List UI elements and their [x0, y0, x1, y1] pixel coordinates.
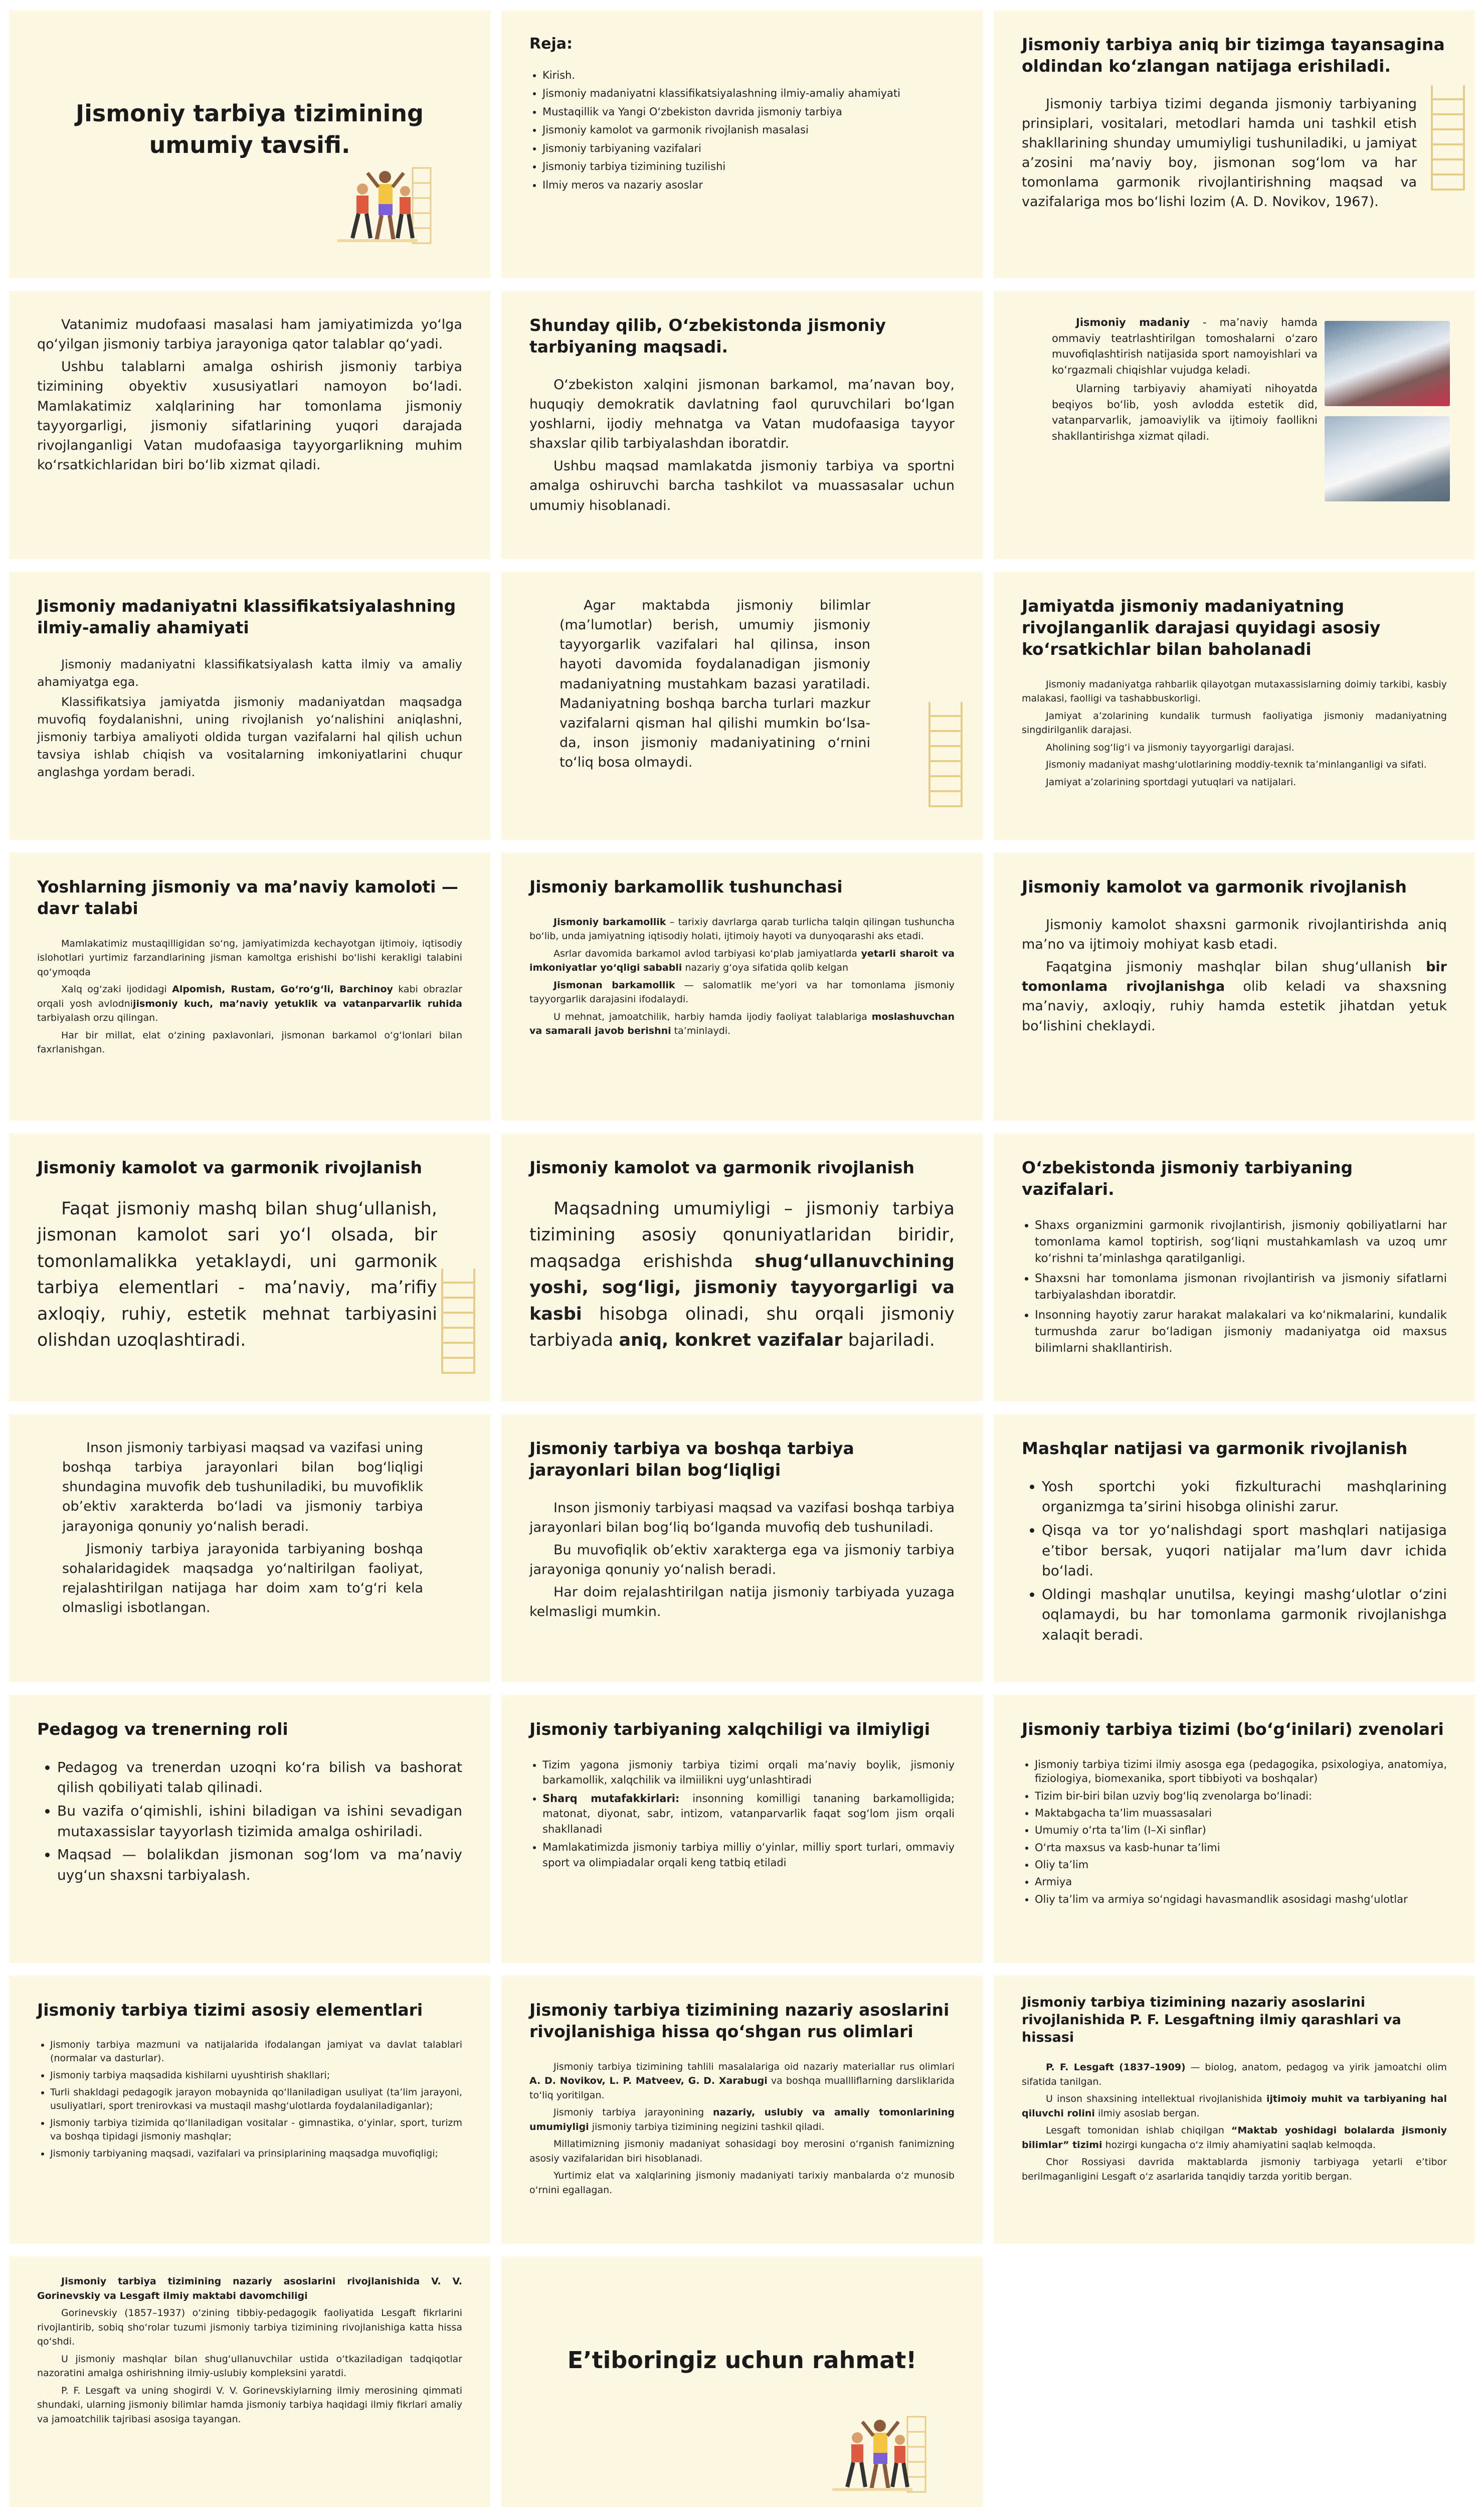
- slide-body: Jismoniy madaniy - ma’naviy hamda ommaviy teatrlashtirilgan tomoshalarni o‘zaro muvofiqlashtirish natijasida sport namoyishlari va ko‘rgazmali chiqishlar vujudga keladi. Ularning tarbiyaviy ahamiyati nihoyatda beqiyos bo‘lib, yosh avlodda estetik did, vatanparvarlik, jamoaviylik va ijtimoiy faollikni shakllantirishga xizmat qiladi.: [1052, 316, 1318, 442]
- slide-title: Jismoniy tarbiya tizimining nazariy asoslarini rivojlanishida P. F. Lesgaftning ilmiy qarashlari va hissasi: [1022, 1995, 1401, 2046]
- athletes-illustration: [832, 2407, 933, 2502]
- slide-title: Pedagog va trenerning roli: [37, 1719, 288, 1739]
- list-item: • Qisqa va tor yo‘nalishdagi sport mashqlari natijasiga e’tibor bersak, yuqori natijalar ma’lum davr ichida bo‘ladi.: [1042, 1520, 1447, 1581]
- list-item: • Tizim bir-biri bilan uzviy bog‘liq zvenolarga bo‘linadi:: [1035, 1789, 1447, 1803]
- slide-title: Jismoniy barkamollik tushunchasi: [529, 877, 843, 897]
- list-item: • Jismoniy tarbiya maqsadida kishilarni uyushtirish shakllari;: [50, 2069, 462, 2083]
- list-item: • Bu vazifa o‘qimishli, ishini biladigan va ishini sevadigan mutaxassislar tayyorlash tizimida amalga oshiriladi.: [57, 1801, 462, 1842]
- slide-title: Jismoniy tarbiya tizimi asosiy elementlari: [37, 2000, 423, 2020]
- slide-relation-2: [501, 1414, 983, 1682]
- slide-indicators: [994, 572, 1475, 840]
- list-item: • Sharq mutafakkirlari: insonning komilligi tananing barkamolligida; matonat, diyonat, sabr, intizom, vatanparvarlik faqat sog‘lom jism orqali shakllanadi: [542, 1791, 955, 1837]
- plan-item: • Jismoniy tarbiya tizimining tuzilishi: [542, 159, 955, 174]
- slide-plan: [501, 10, 983, 278]
- list-item: • Maqsad — bolalikdan jismonan sog‘lom va ma’naviy uyg‘un shaxsni tarbiyalash.: [57, 1845, 462, 1885]
- folk-list: [529, 1757, 955, 1870]
- plan-item: • Jismoniy tarbiyaning vazifalari: [542, 141, 955, 156]
- slide-title: Jismoniy kamolot va garmonik rivojlanish: [529, 1158, 914, 1177]
- elements-list: [37, 2038, 462, 2161]
- photo-karate-demonstration: [1325, 321, 1450, 406]
- slide-title: Jamiyatda jismoniy madaniyatning rivojlanganlik darajasi quyidagi asosiy ko‘rsatkichlar bilan baholanadi: [1022, 596, 1381, 659]
- slide-harmonic-3: [501, 1133, 983, 1401]
- slide-system-links: [994, 1695, 1475, 1963]
- slide-harmonic-1: [994, 852, 1475, 1121]
- slide-title: Jismoniy tarbiyaning xalqchiligi va ilmiyligi: [529, 1719, 931, 1739]
- slide-sport-shows: [994, 291, 1475, 559]
- slide-harmonic-2: [9, 1133, 490, 1401]
- tasks-list: [1022, 1217, 1447, 1357]
- list-item: • Jismoniy tarbiya tizimi ilmiy asosga ega (pedagogika, psixologiya, anatomiya, fiziologiya, biomexanika, sport tibbiyoti va boshqalar): [1035, 1757, 1447, 1786]
- list-item: • Oldingi mashqlar unutilsa, keyingi mashg‘ulotlar o‘zini oqlamaydi, bu har tomonlama garmonik rivojlanishga xalaqit beradi.: [1042, 1584, 1447, 1646]
- slide-defense: [9, 291, 490, 559]
- slide-title: O‘zbekistonda jismoniy tarbiyaning vazifalari.: [1022, 1158, 1353, 1199]
- plan-item: • Jismoniy kamolot va garmonik rivojlanish masalasi: [542, 122, 955, 137]
- thanks-heading: E’tiboringiz uchun rahmat!: [567, 2347, 917, 2374]
- slide-goal: [501, 291, 983, 559]
- slide-title: Jismoniy tarbiya tizimining nazariy asoslarini rivojlanishiga hissa qo‘shgan rus olimlari: [529, 2000, 950, 2041]
- list-item: • Maktabgacha ta’lim muassasalari: [1035, 1806, 1447, 1820]
- plan-heading: Reja:: [529, 35, 573, 53]
- slide-body: Jismoniy kamolot shaxsni garmonik rivojlantirishda aniq ma’no va ijtimoiy mohiyat kasb etadi. Faqatgina jismoniy mashqlar bilan shug‘ullanish bir tomonlama rivojlanishga olib keladi va shaxsning ma’naviy, axloqiy, ruhiy hamda estetik jihatdan yetuk bo‘lishini cheklaydi.: [1022, 917, 1447, 1034]
- slide-perfection-concept: [501, 852, 983, 1121]
- slide-thanks: [501, 2256, 983, 2507]
- slide-title: Jismoniy madaniyatni klassifikatsiyalashning ilmiy-amaliy ahamiyati: [37, 596, 456, 637]
- links-list: [1022, 1757, 1447, 1906]
- list-item: • Armiya: [1035, 1875, 1447, 1889]
- ladder-decoration: [1431, 85, 1465, 191]
- slide-russian-scholars: [501, 1976, 983, 2244]
- list-item: • Jismoniy tarbiya mazmuni va natijalarida ifodalangan jamiyat va davlat talablari (normalar va dasturlar).: [50, 2038, 462, 2066]
- list-item: • Turli shakldagi pedagogik jarayon mobaynida qo‘llaniladigan usuliyat (ta’lim jarayoni, usuliyatlari, sport trenirovkasi va mustaqil mashg‘ulotlarda foydalaniladiganlar);: [50, 2086, 462, 2113]
- plan-list: [529, 68, 955, 193]
- slide-body: Jismoniy barkamollik – tarixiy davrlarga qarab turlicha talqin qilingan tushuncha bo‘lib, unda jamiyatning iqtisodiy holati, ijtimoiy hayoti va dunyoqarashi aks etadi. Asrlar davomida barkamol avlod tarbiyasi ko‘plab jamiyatlarda yetarli sharoit va imkoniyatlar yo‘qligi sababli nazariy g‘oya sifatida qolib kelgan Jismonan barkamollik — salomatlik me’yori va har tomonlama jismoniy tayyorgarlik darajasini ifodalaydi. U mehnat, jamoatchilik, harbiy hamda ijodiy faoliyat talablariga moslashuvchan va samarali javob berishni ta’minlaydi.: [529, 916, 955, 1037]
- slide-title: Jismoniy tarbiya tizimi (bo‘g‘inilari) zvenolari: [1022, 1719, 1444, 1739]
- list-item: • Jismoniy tarbiyaning maqsadi, vazifalari va prinsiplarining maqsadga muvofiqligi;: [50, 2147, 462, 2161]
- slide-body: Jismoniy madaniyatni klassifikatsiyalash katta ilmiy va amaliy ahamiyatga ega. Klassifikatsiya jamiyatda jismoniy madaniyatdan maqsadga muvofiq foydalanishni, uning rivojlanish yo‘nalishini aniqlashni, jismoniy tarbiya amaliyoti oldida turgan vazifalarni hal qilish uchun tavsiya ishlab chiqish va vositalarning imkoniyatlarini chuqur anglashga yordam beradi.: [37, 657, 462, 779]
- list-item: • Tizim yagona jismoniy tarbiya tizimi orqali ma’naviy boylik, jismoniy barkamollik, xalqchilik va ilmiilikni uyg‘unlashtiradi: [542, 1757, 955, 1788]
- slide-relation-1: [9, 1414, 490, 1682]
- slide-gorinevskiy: [9, 2256, 490, 2507]
- slide-youth-development: [9, 852, 490, 1121]
- list-item: • Oliy ta’lim va armiya so‘ngidagi havasmandlik asosidagi mashg‘ulotlar: [1035, 1892, 1447, 1906]
- slide-exercise-results: [994, 1414, 1475, 1682]
- results-list: [1022, 1477, 1447, 1646]
- title-heading: Jismoniy tarbiya tizimining umumiy tavsifi.: [76, 100, 424, 158]
- list-item: • Mamlakatimizda jismoniy tarbiya milliy o‘yinlar, milliy sport turlari, ommaviy sport va olimpiadalar orqali keng tatbiq etiladi: [542, 1840, 955, 1870]
- slide-body: Maqsadning umumiyligi – jismoniy tarbiya tizimining asosiy qonuniyatlaridan biridir, maqsadga erishishda shug‘ullanuvchining yoshi, sog‘ligi, jismoniy tayyorgarligi va kasbi hisobga olinadi, shu orqali jismoniy tarbiyada aniq, konkret vazifalar bajariladi.: [529, 1198, 955, 1351]
- plan-item: • Ilmiy meros va nazariy asoslar: [542, 177, 955, 193]
- ladder-decoration: [929, 702, 963, 807]
- athletes-illustration: [337, 158, 438, 253]
- plan-item: • Jismoniy madaniyatni klassifikatsiyalashning ilmiy-amaliy ahamiyati: [542, 86, 955, 101]
- slide-title: Jismoniy tarbiya va boshqa tarbiya jarayonlari bilan bog‘liqligi: [529, 1439, 854, 1480]
- list-item: • Jismoniy tarbiya tizimida qo‘llaniladigan vositalar - gimnastika, o‘yinlar, sport, turizm va boshqa tipidagi jismoniy mashqlar;: [50, 2116, 462, 2144]
- list-item: • Pedagog va trenerdan uzoqni ko‘ra bilish va bashorat qilish qobiliyati talab qilinadi.: [57, 1757, 462, 1798]
- slide-body: Inson jismoniy tarbiyasi maqsad va vazifasi uning boshqa tarbiya jarayonlari bilan bog‘liqligi shundagina muvofik deb tushuniladiki, bu muvofiklik ob’ektiv xarakterda bo‘ladi va jismoniy tarbiya jarayoniga qonuniy yo‘nalish beradi. Jismoniy tarbiya jarayonida tarbiyaning boshqa sohalaridagidek maqsadga yo‘naltirilgan faoliyat, rejalashtirilgan natijaga har doim xam to‘g‘ri kela olmasligi isbotlangan.: [62, 1440, 423, 1616]
- slide-title: Mashqlar natijasi va garmonik rivojlanish: [1022, 1439, 1408, 1458]
- slide-classification: [9, 572, 490, 840]
- list-item: • Insonning hayotiy zarur harakat malakalari va ko‘nikmalarini, kundalik turmushda zarur bo‘ladigan jismoniy madaniyatga oid maxsus bilimlarni shakllantirish.: [1035, 1307, 1447, 1357]
- list-item: • Shaxsni har tomonlama jismonan rivojlantirish va jismoniy sifatlarni tarbiyalashdan iboratdir.: [1035, 1271, 1447, 1304]
- list-item: • O‘rta maxsus va kasb-hunar ta’limi: [1035, 1841, 1447, 1855]
- ladder-decoration: [441, 1269, 475, 1374]
- list-item: • Umumiy o‘rta ta’lim (I–Xi sinflar): [1035, 1823, 1447, 1837]
- slide-body: Faqat jismoniy mashq bilan shug‘ullanish, jismonan kamolot sari yo‘l olsada, bir tomonlamalikka yetaklaydi, uni garmonik tarbiya elementlari - ma’naviy, ma’rifiy axloqiy, ruhiy, estetik mehnat tarbiyasini olishdan uzoqlashtiradi.: [37, 1198, 437, 1351]
- plan-item: • Mustaqillik va Yangi O‘zbekiston davrida jismoniy tarbiya: [542, 104, 955, 119]
- slide-body: Mamlakatimiz mustaqilligidan so‘ng, jamiyatimizda kechayotgan ijtimoiy, iqtisodiy islohotlari yurtimiz farzandlarining jisman kamoltga erishishi bo‘lishi kerakligi talabini qo‘ymoqda Xalq og‘zaki ijodidagi Alpomish, Rustam, Go‘ro‘g‘li, Barchinoy kabi obrazlar orqali yosh avlodnijismoniy kuch, ma’naviy yetuklik va vatanparvarlik ruhida tarbiyalash orzu qilingan. Har bir millat, elat o‘zining paxlavonlari, jismonan barkamol o‘g‘lonlari bilan faxrlanishgan.: [37, 938, 462, 1055]
- slide-tasks: [994, 1133, 1475, 1401]
- plan-item: • Kirish.: [542, 68, 955, 83]
- slide-system-definition: [994, 10, 1475, 278]
- slide-body: Jismoniy tarbiya tizimi deganda jismoniy tarbiyaning prinsiplari, vositalari, metodlari hamda uni tashkil etish shakllarining shunday umumiyligi tushuniladiki, u jamiyat a’zosini ma’naviy boy, jismonan sog‘lom va har tomonlama garmonik rivojlantirishning maqsad va vazifalariga mos bo‘lishi lozim (A. D. Novikov, 1967).: [1022, 96, 1417, 210]
- slide-body: Agar maktabda jismoniy bilimlar (ma’lumotlar) berish, umumiy jismoniy tayyorgarlik vazifalari hal qilinsa, inson hayoti davomida foydalanadigan jismoniy madaniyatning mustahkam bazasi yaratiladi. Madaniyatning boshqa barcha turlari mazkur vazifalarni qisman hal qilishi mumkin bo‘lsa-da, inson jismoniy madaniyatining o‘rnini to‘liq bosa olmaydi.: [560, 598, 870, 771]
- slide-coach-role: [9, 1695, 490, 1963]
- slide-body: Jismoniy tarbiya tizimining nazariy asoslarini rivojlanishida V. V. Gorinevskiy va Lesgaft ilmiy maktabi davomchiligi Gorinevskiy (1857–1937) o‘zining tibbiy-pedagogik faoliyatida Lesgaft fikrlarini rivojlantirib, sobiq sho‘rolar tuzumi jismoniy tarbiya tizimining rivojlanishiga katta hissa qo‘shdi. U jismoniy mashqlar bilan shug‘ullanuvchilar ustida o‘tkaziladigan tadqiqotlar nazoratini amalga oshirishning ilmiy-uslubiy kompleksini yaratdi. P. F. Lesgaft va uning shogirdi V. V. Gorinevskiylarning ilmiy merosining qimmati shundaki, ularning jismoniy bilimlar hamda jismoniy tarbiya haqidagi ilmiy fikrlari amaliy va jamoatchilik tajribasi asosiga tayangan.: [37, 2276, 462, 2425]
- slide-body: Vatanimiz mudofaasi masalasi ham jamiyatimizda yo‘lga qo‘yilgan jismoniy tarbiya jarayoniga qator talablar qo‘yadi. Ushbu talablarni amalga oshirish jismoniy tarbiya tizimining obyektiv xususiyatlari namoyon bo‘ladi. Mamlakatimiz xalqlarining har tomonlama jismoniy tayyorgarligi, jismoniy sifatlarining yuqori darajada rivojlanganligi Vatan mudofaasiga tayyorgarlikning muhim ko‘rsatkichlaridan biri bo‘lib xizmat qiladi.: [37, 317, 462, 473]
- slide-title: Yoshlarning jismoniy va ma’naviy kamoloti — davr talabi: [37, 877, 458, 918]
- slide-elements: [9, 1976, 490, 2244]
- slide-body: O‘zbekiston xalqini jismonan barkamol, ma’navan boy, huquqiy demokratik davlatning faol quruvchilari bo‘lgan yoshlarni, ijodiy mehnatga va Vatan mudofaasiga tayyor shaxslar qilib tarbiyalashdan iboratdir. Ushbu maqsad mamlakatda jismoniy tarbiya va sportni amalga oshiruvchi barcha tashkilot va muassasalar uchun umumiy hisoblanadi.: [529, 377, 955, 513]
- coach-list: [37, 1757, 462, 1886]
- slide-title: Jismoniy tarbiya aniq bir tizimga tayansagina oldindan ko‘zlangan natijaga erishiladi.: [1022, 35, 1445, 76]
- slide-body: Inson jismoniy tarbiyasi maqsad va vazifasi boshqa tarbiya jarayonlari bilan bog‘liq bo‘lganda muvofiq deb tushuniladi. Bu muvofiqlik ob’ektiv xarakterga ega va jismoniy tarbiya jarayoniga qonuniy yo‘nalish beradi. Har doim rejalashtirilgan natija jismoniy tarbiyada yuzaga kelmasligi mumkin.: [529, 1500, 955, 1620]
- slide-body: Jismoniy madaniyatga rahbarlik qilayotgan mutaxassislarning doimiy tarkibi, kasbiy malakasi, faolligi va tashabbuskorligi. Jamiyat a’zolarining kundalik turmush faoliyatiga jismoniy madaniyatning singdirilganlik darajasi. Aholining sog‘lig‘i va jismoniy tayyorgarligi darajasi. Jismoniy madaniyat mashg‘ulotlarining moddiy-texnik ta’minlanganligi va sifati. Jamiyat a’zolarining sportdagi yutuqlari va natijalari.: [1022, 678, 1447, 788]
- photo-mass-sport-show: [1325, 416, 1450, 501]
- slide-lesgaft: [994, 1976, 1475, 2244]
- list-item: • Shaxs organizmini garmonik rivojlantirish, jismoniy qobiliyatlarni har tomonlama kamol toptirish, sog‘liqni mustahkamlash va uzoq umr ko‘rishni ta’minlashga qaratilganligi.: [1035, 1217, 1447, 1268]
- slide-school-base: [501, 572, 983, 840]
- slide-title: [9, 10, 490, 278]
- list-item: • Oliy ta’lim: [1035, 1858, 1447, 1872]
- list-item: • Yosh sportchi yoki fizkulturachi mashqlarining organizmga ta’sirini hisobga olinishi zarur.: [1042, 1477, 1447, 1517]
- slide-folk-science: [501, 1695, 983, 1963]
- slide-title: Jismoniy kamolot va garmonik rivojlanish: [1022, 877, 1407, 897]
- slide-body: Jismoniy tarbiya tizimining tahlili masalalariga oid nazariy materiallar rus olimlari A. D. Novikov, L. P. Matveev, G. D. Xarabugi va boshqa muallliflarning darsliklarida to‘liq yoritilgan. Jismoniy tarbiya jarayonining nazariy, uslubiy va amaliy tomonlarining umumiyligi jismoniy tarbiya tizimining negizini tashkil qiladi. Millatimizning jismoniy madaniyat sohasidagi boy merosini o‘rganish fanimizning asosiy vazifalaridan biri hisoblanadi. Yurtimiz elat va xalqlarining jismoniy madaniyati tarixiy manbalarda o‘z munosib o‘rnini egallagan.: [529, 2061, 955, 2196]
- slide-title: Shunday qilib, O‘zbekistonda jismoniy tarbiyaning maqsadi.: [529, 315, 886, 356]
- slide-title: Jismoniy kamolot va garmonik rivojlanish: [37, 1158, 422, 1177]
- slide-body: P. F. Lesgaft (1837–1909) — biolog, anatom, pedagog va yirik jamoatchi olim sifatida tanilgan. U inson shaxsining intellektual rivojlanishida ijtimoiy muhit va tarbiyaning hal qiluvchi rolini ilmiy asoslab bergan. Lesgaft tomonidan ishlab chiqilgan “Maktab yoshidagi bolalarda jismoniy bilimlar” tizimi hozirgi kungacha o‘z ilmiy ahamiyatini saqlab kelmoqda. Chor Rossiyasi davrida maktablarda jismoniy tarbiyaga yetarli e’tibor berilmaganligini Lesgaft o‘z asarlarida tanqidiy tarzda yoritib bergan.: [1022, 2062, 1447, 2182]
